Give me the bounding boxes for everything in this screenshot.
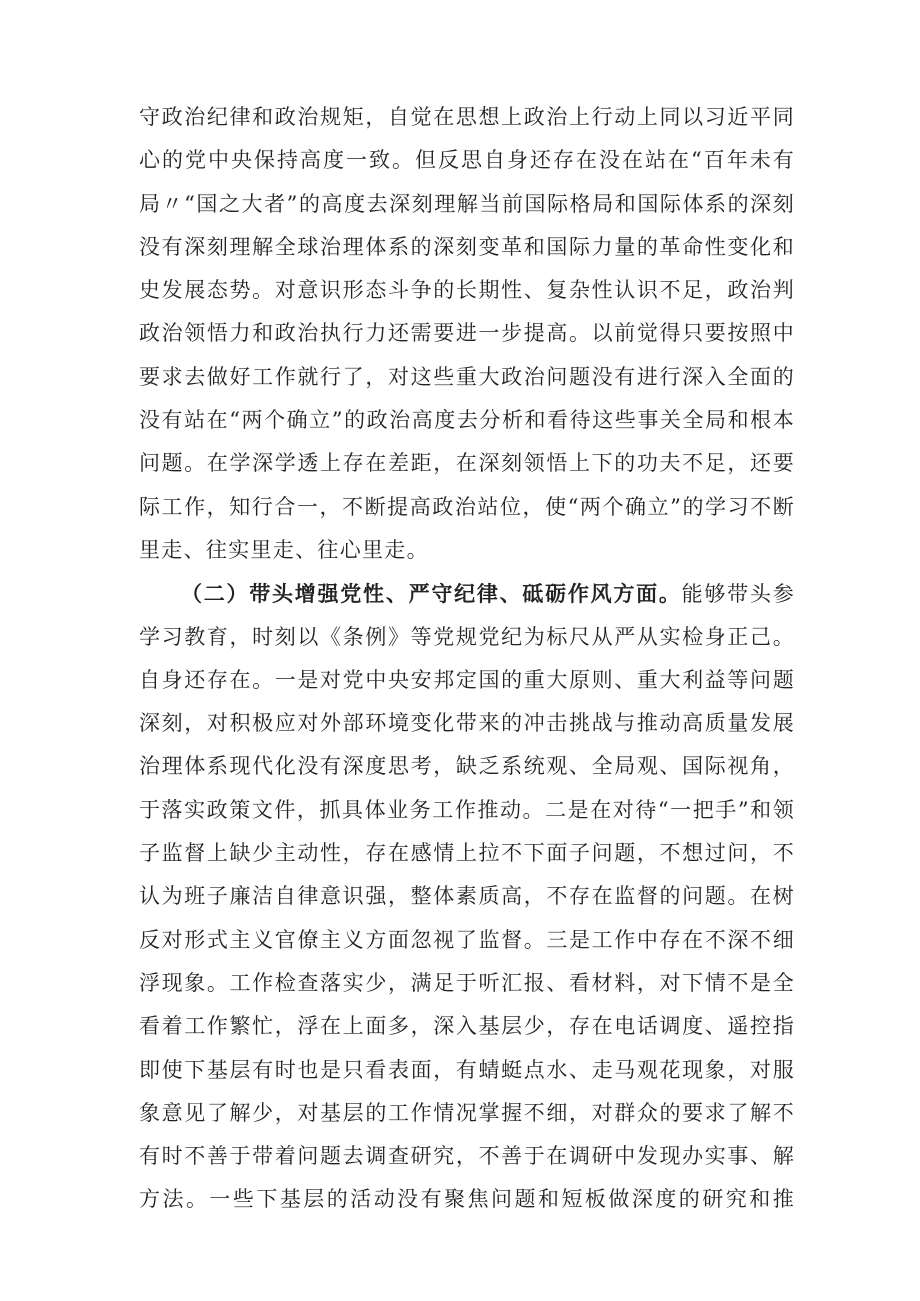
text-line: 学习教育，时刻以《条例》等党规党纪为标尺从严从实检身正己。	[139, 624, 795, 649]
heading-line-rest: 能够带头参	[681, 582, 795, 607]
text-line: 要求去做好工作就行了，对这些重大政治问题没有进行深入全面的	[139, 364, 795, 389]
text-line: 于落实政策文件，抓具体业务工作推动。二是在对待“一把手”和领	[139, 797, 795, 822]
document-body	[139, 96, 795, 1222]
text-line: 认为班子廉洁自律意识强，整体素质高，不存在监督的问题。在树	[139, 884, 795, 909]
text-line: 浮现象。工作检查落实少，满足于听汇报、看材料，对下情不是全	[139, 970, 795, 995]
text-line: 即使下基层有时也是只看表面，有蜻蜓点水、走马观花现象，对服	[139, 1057, 795, 1082]
section-heading-line	[139, 572, 795, 615]
text-line: 局〃“国之大者”的高度去深刻理解当前国际格局和国际体系的深刻	[139, 191, 795, 216]
text-line-last: 里走、往实里走、往心里走。	[139, 537, 429, 562]
text-line: 看着工作繁忙，浮在上面多，深入基层少，存在电话调度、遥控指	[139, 1014, 795, 1039]
text-line: 方法。一些下基层的活动没有聚焦问题和短板做深度的研究和推	[139, 1187, 795, 1212]
paragraph-party-spirit	[139, 572, 795, 1221]
paragraph-political-discipline	[139, 96, 795, 572]
section-heading: （二）带头增强党性、严守纪律、砥砺作风方面。	[181, 581, 682, 607]
text-line: 守政治纪律和政治规矩，自觉在思想上政治上行动上同以习近平同	[139, 105, 795, 129]
text-line: 心的党中央保持高度一致。但反思自身还存在没在站在“百年未有	[139, 148, 795, 173]
text-line: 象意见了解少，对基层的工作情况掌握不细，对群众的要求了解不	[139, 1100, 795, 1125]
text-line: 有时不善于带着问题去调查研究，不善于在调研中发现办实事、解	[139, 1144, 795, 1169]
text-line: 自身还存在。一是对党中央安邦定国的重大原则、重大利益等问题	[139, 667, 795, 692]
text-line: 史发展态势。对意识形态斗争的长期性、复杂性认识不足，政治判	[139, 278, 795, 303]
text-line: 没有站在“两个确立”的政治高度去分析和看待这些事关全局和根本	[139, 408, 795, 433]
text-line: 政治领悟力和政治执行力还需要进一步提高。以前觉得只要按照中	[139, 321, 795, 346]
text-line: 子监督上缺少主动性，存在感情上拉不下面子问题，不想过问，不	[139, 841, 795, 866]
text-line: 治理体系现代化没有深度思考，缺乏系统观、全局观、国际视角，	[139, 754, 795, 779]
text-line: 际工作，知行合一，不断提高政治站位，使“两个确立”的学习不断	[139, 494, 795, 519]
text-line: 深刻，对积极应对外部环境变化带来的冲击挑战与推动高质量发展	[139, 711, 795, 736]
text-line: 问题。在学深学透上存在差距，在深刻领悟上下的功夫不足，还要	[139, 451, 795, 476]
text-line: 反对形式主义官僚主义方面忽视了监督。三是工作中存在不深不细	[139, 927, 795, 952]
text-line: 没有深刻理解全球治理体系的深刻变革和国际力量的革命性变化和	[139, 234, 795, 259]
